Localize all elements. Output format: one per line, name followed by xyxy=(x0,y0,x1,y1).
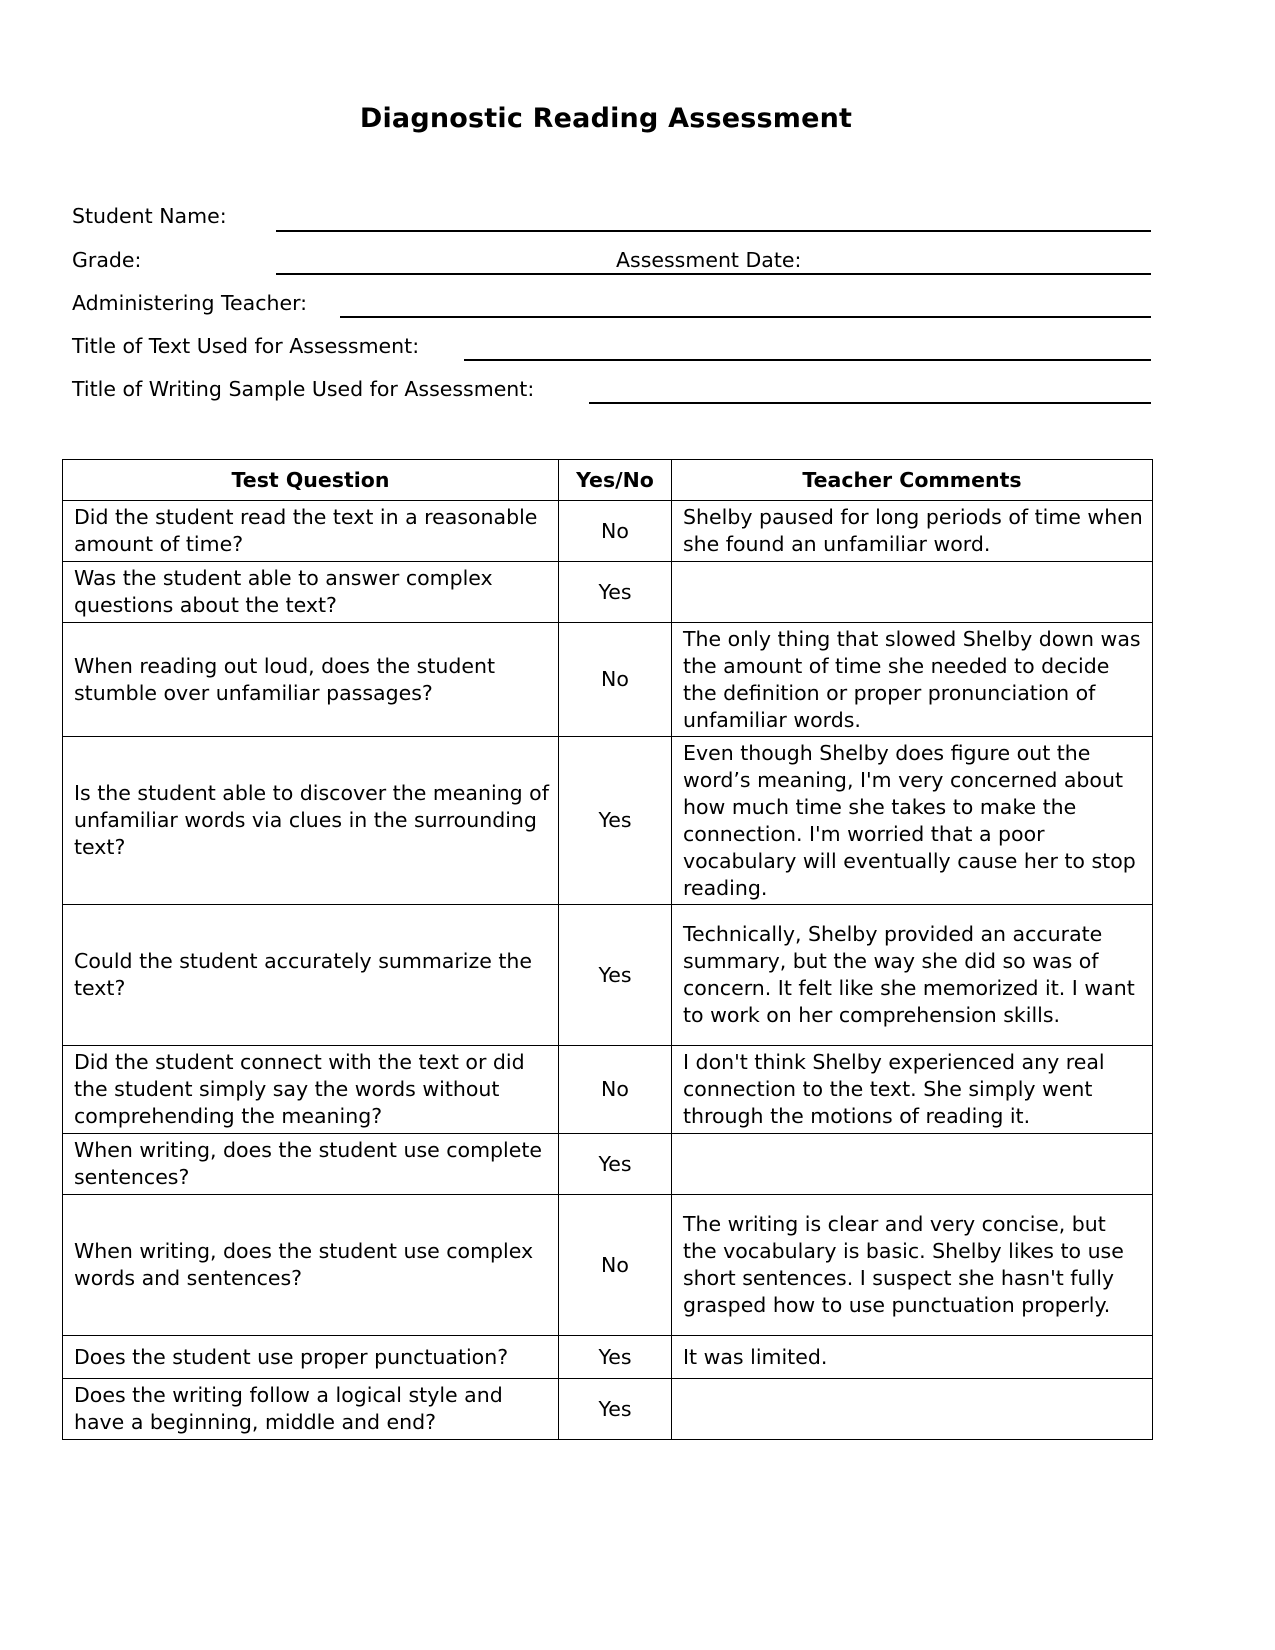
question-cell: Was the student able to answer complex questions about the text? xyxy=(63,562,559,623)
table-header-row xyxy=(63,460,1153,501)
administering-teacher-field[interactable] xyxy=(340,316,1151,318)
administering-teacher-label: Administering Teacher: xyxy=(72,291,308,315)
answer-cell[interactable]: Yes xyxy=(559,737,672,905)
table-row xyxy=(63,1379,1153,1440)
table-row xyxy=(63,1336,1153,1379)
title-of-text-field[interactable] xyxy=(464,359,1151,361)
assessment-date-label: Assessment Date: xyxy=(616,248,802,272)
answer-cell[interactable]: Yes xyxy=(559,1336,672,1379)
answer-cell[interactable]: Yes xyxy=(559,562,672,623)
title-of-text-label: Title of Text Used for Assessment: xyxy=(72,334,420,358)
comment-cell[interactable]: It was limited. xyxy=(672,1336,1153,1379)
question-cell: Is the student able to discover the meaning of unfamiliar words via clues in the surrounding text? xyxy=(63,737,559,905)
table-row xyxy=(63,1195,1153,1336)
page-title: Diagnostic Reading Assessment xyxy=(359,103,853,134)
comment-cell[interactable]: Technically, Shelby provided an accurate summary, but the way she did so was of concern. It felt like she memorized it. I want to work on her comprehension skills. xyxy=(672,905,1153,1046)
comment-cell[interactable]: The writing is clear and very concise, but the vocabulary is basic. Shelby likes to use short sentences. I suspect she hasn't fully grasped how to use punctuation properly. xyxy=(672,1195,1153,1336)
table-row xyxy=(63,623,1153,737)
question-cell: When writing, does the student use complex words and sentences? xyxy=(63,1195,559,1336)
table-row xyxy=(63,562,1153,623)
comment-cell[interactable]: The only thing that slowed Shelby down was the amount of time she needed to decide the definition or proper pronunciation of unfamiliar words. xyxy=(672,623,1153,737)
assessment-table xyxy=(62,459,1153,1440)
table-row xyxy=(63,1046,1153,1134)
table-row xyxy=(63,1134,1153,1195)
table-row xyxy=(63,501,1153,562)
answer-cell[interactable]: No xyxy=(559,1046,672,1134)
question-cell: Did the student read the text in a reasonable amount of time? xyxy=(63,501,559,562)
comment-cell[interactable] xyxy=(672,1134,1153,1195)
comment-cell[interactable]: Even though Shelby does figure out the word’s meaning, I'm very concerned about how much time she takes to make the connection. I'm worried that a poor vocabulary will eventually cause her to stop reading. xyxy=(672,737,1153,905)
comment-cell[interactable]: Shelby paused for long periods of time when she found an unfamiliar word. xyxy=(672,501,1153,562)
question-cell: Does the student use proper punctuation? xyxy=(63,1336,559,1379)
table-row xyxy=(63,737,1153,905)
title-of-writing-sample-label: Title of Writing Sample Used for Assessment: xyxy=(72,377,535,401)
grade-label: Grade: xyxy=(72,248,142,272)
comment-cell[interactable]: I don't think Shelby experienced any real connection to the text. She simply went through the motions of reading it. xyxy=(672,1046,1153,1134)
student-name-label: Student Name: xyxy=(72,204,227,228)
answer-cell[interactable]: Yes xyxy=(559,1134,672,1195)
comment-cell[interactable] xyxy=(672,562,1153,623)
header-teacher-comments: Teacher Comments xyxy=(672,460,1153,501)
answer-cell[interactable]: No xyxy=(559,1195,672,1336)
answer-cell[interactable]: Yes xyxy=(559,905,672,1046)
comment-cell[interactable] xyxy=(672,1379,1153,1440)
title-of-writing-sample-field[interactable] xyxy=(589,402,1151,404)
student-name-field[interactable] xyxy=(276,230,1151,232)
header-yes-no: Yes/No xyxy=(559,460,672,501)
question-cell: Does the writing follow a logical style and have a beginning, middle and end? xyxy=(63,1379,559,1440)
question-cell: Could the student accurately summarize the text? xyxy=(63,905,559,1046)
grade-field[interactable] xyxy=(276,273,1151,275)
question-cell: When writing, does the student use complete sentences? xyxy=(63,1134,559,1195)
answer-cell[interactable]: No xyxy=(559,501,672,562)
header-test-question: Test Question xyxy=(63,460,559,501)
answer-cell[interactable]: No xyxy=(559,623,672,737)
answer-cell[interactable]: Yes xyxy=(559,1379,672,1440)
question-cell: Did the student connect with the text or did the student simply say the words without comprehending the meaning? xyxy=(63,1046,559,1134)
question-cell: When reading out loud, does the student stumble over unfamiliar passages? xyxy=(63,623,559,737)
table-row xyxy=(63,905,1153,1046)
